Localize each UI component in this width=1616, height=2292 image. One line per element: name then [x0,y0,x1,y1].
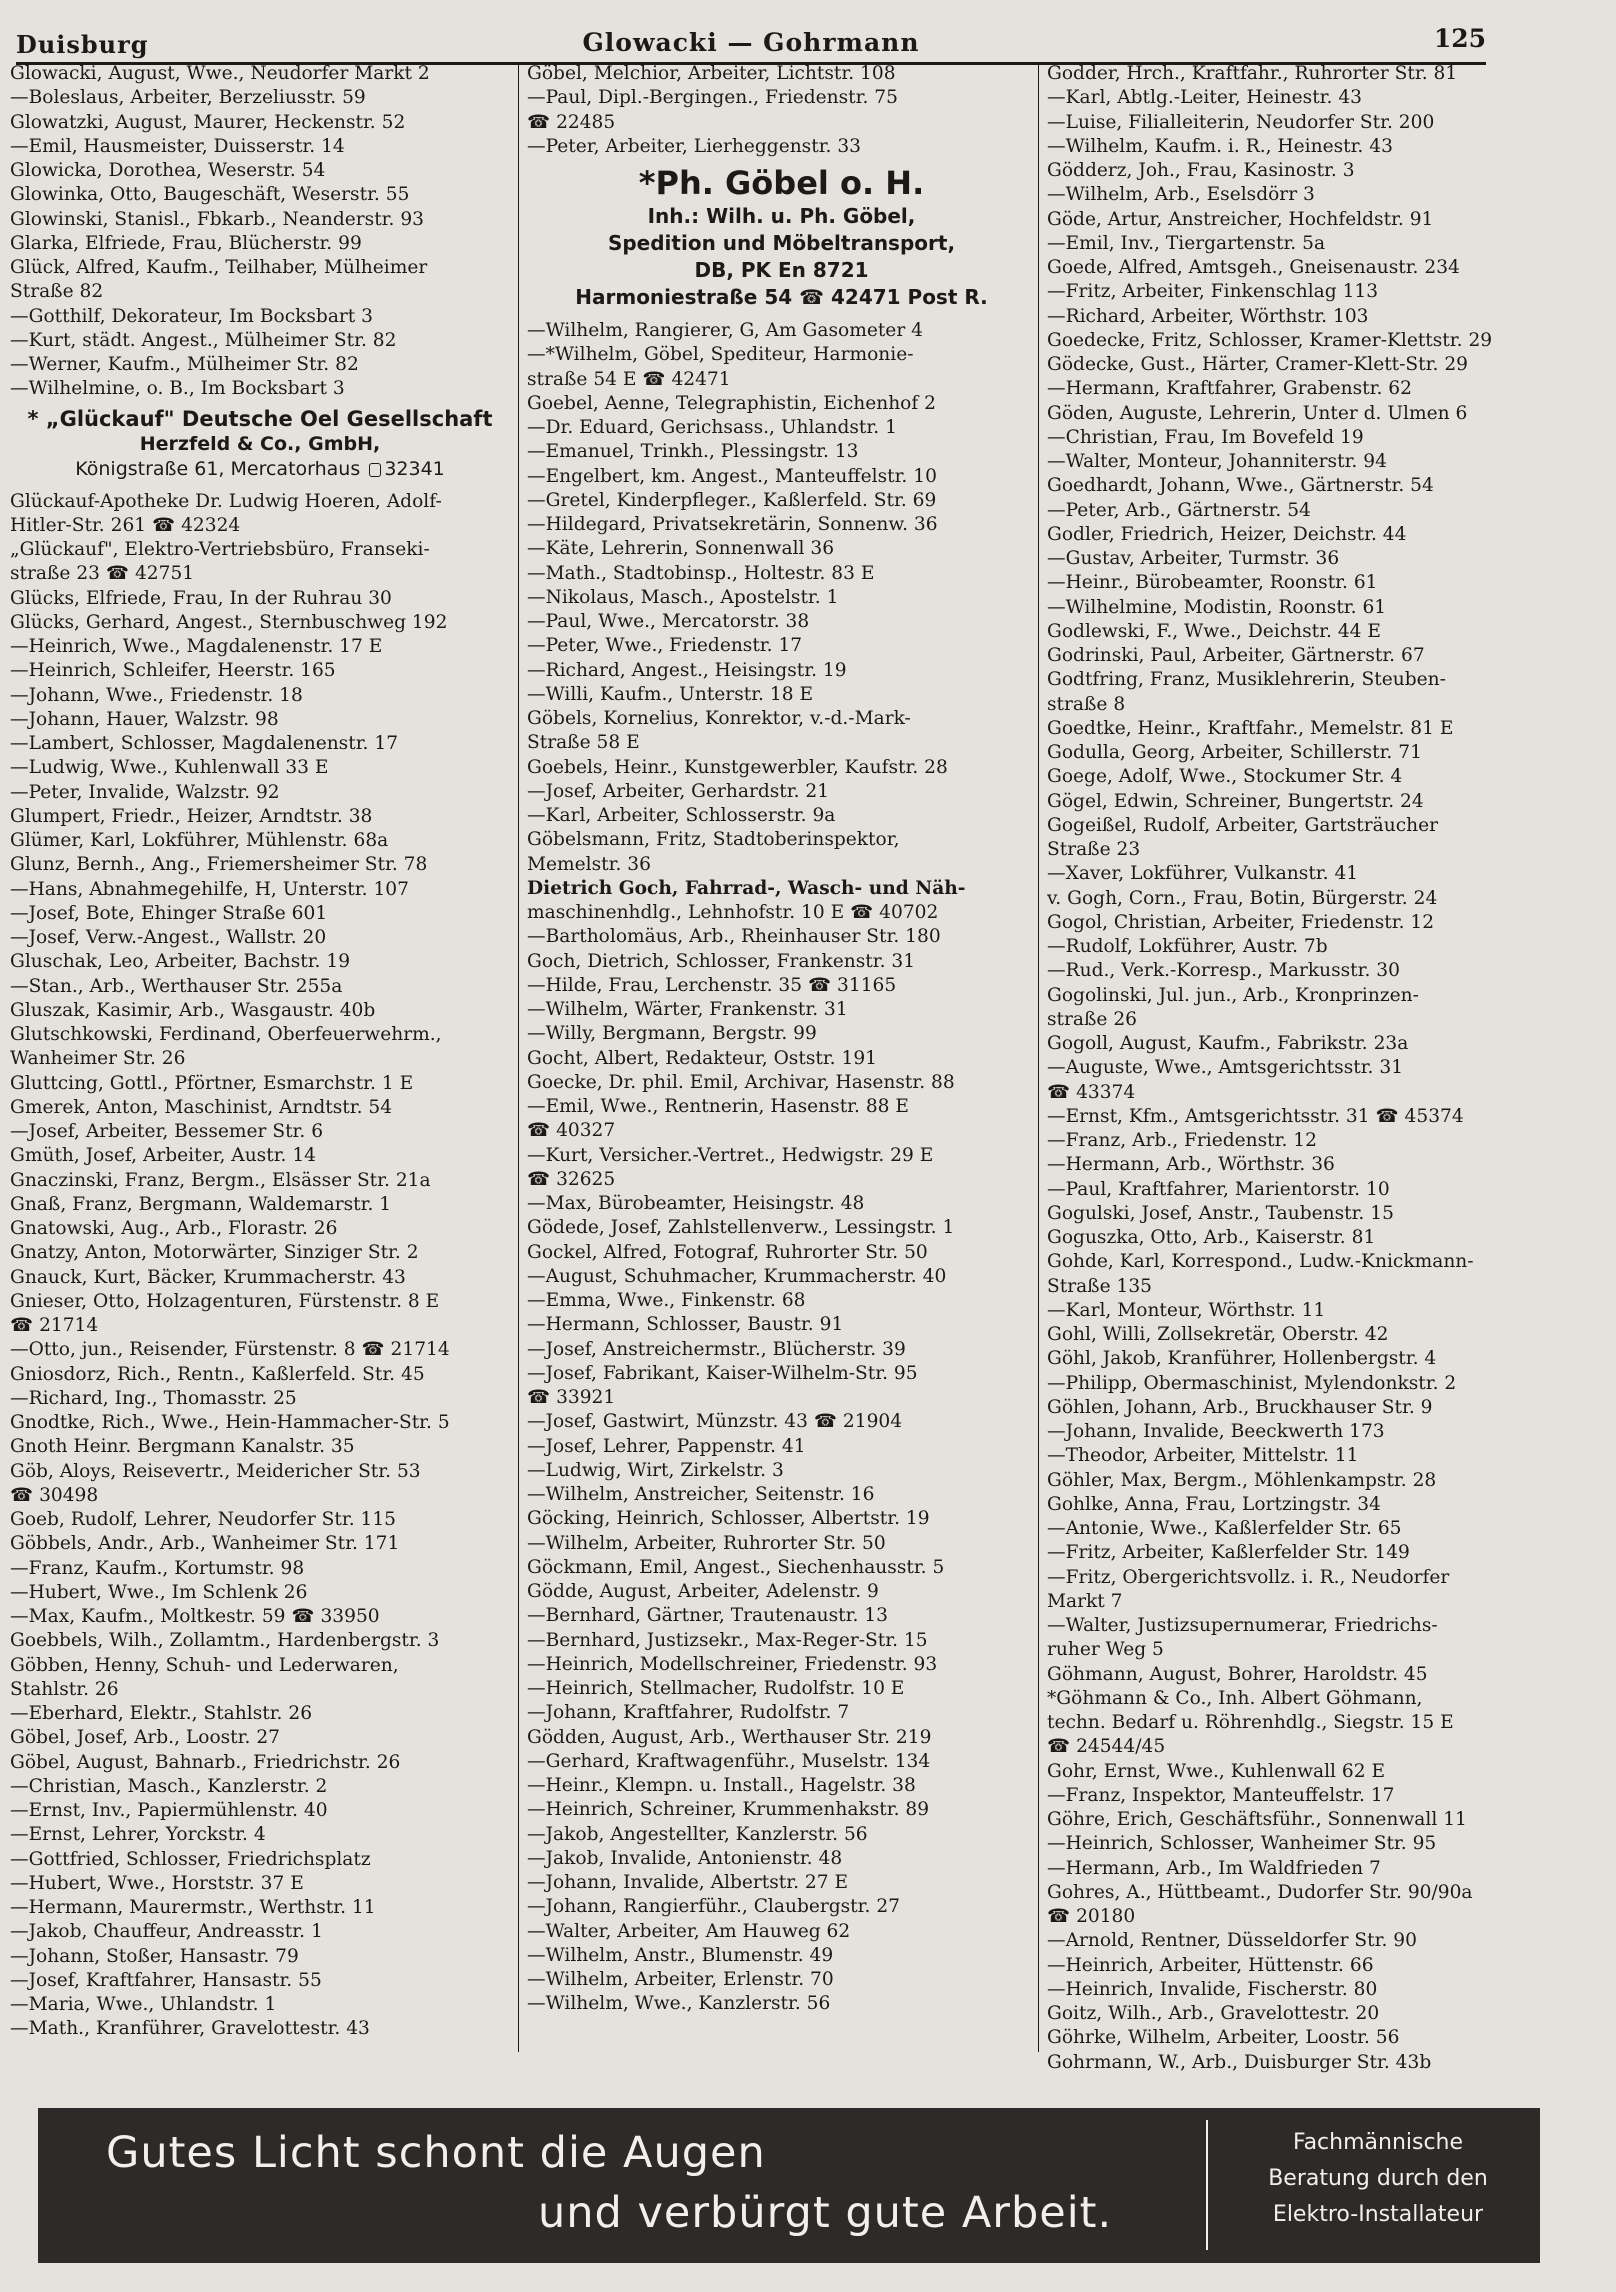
directory-entry: ☎ 24544/45 [1047,1736,1166,1758]
directory-entry: —Max, Kaufm., Moltkestr. 59 ☎ 33950 [10,1606,380,1627]
directory-entry: Gödecke, Gust., Härter, Cramer-Klett-Str. 29 [1047,354,1468,375]
directory-entry: Goege, Adolf, Wwe., Stockumer Str. 4 [1047,766,1403,788]
directory-entry: Glowatzki, August, Maurer, Heckenstr. 52 [10,111,406,133]
directory-entry: Gödede, Josef, Zahlstellenverw., Lessingstr. 1 [527,1217,955,1239]
directory-entry: Gnauck, Kurt, Bäcker, Krummacherstr. 43 [10,1266,406,1288]
directory-entry: Godtfring, Franz, Musiklehrerin, Steuben- [1047,669,1446,691]
directory-entry: Wanheimer Str. 26 [10,1048,186,1070]
directory-entry: —Eberhard, Elektr., Stahlstr. 26 [10,1703,313,1724]
directory-entry: —Josef, Arbeiter, Bessemer Str. 6 [10,1121,324,1142]
ad-goebel-account: DB, PK En 8721 [694,258,869,282]
directory-entry: techn. Bedarf u. Röhrenhdlg., Siegstr. 15 E [1047,1712,1454,1733]
directory-entry: Goedtke, Heinr., Kraftfahr., Memelstr. 81 E [1047,717,1454,739]
directory-entry: Glowinka, Otto, Baugeschäft, Weserstr. 55 [10,184,410,206]
directory-entry: —Josef, Lehrer, Pappenstr. 41 [527,1435,806,1457]
directory-entry: Goedecke, Fritz, Schlosser, Kramer-Klettstr. 29 [1047,329,1493,351]
banner-divider [1206,2120,1208,2250]
directory-entry: —Emil, Wwe., Rentnerin, Hasenstr. 88 E [527,1096,909,1117]
directory-entry: —Heinrich, Wwe., Magdalenenstr. 17 E [10,636,383,657]
banner-slogan-line2: und verbürgt gute Arbeit. [538,2188,1113,2238]
directory-entry: —August, Schuhmacher, Krummacherstr. 40 [527,1265,947,1287]
directory-entry: —Johann, Wwe., Friedenstr. 18 [10,684,303,706]
directory-entry: Gnaczinski, Franz, Bergm., Elsässer Str. 21a [10,1169,431,1191]
directory-entry: Gohres, A., Hüttbeamt., Dudorfer Str. 90/90a [1047,1881,1473,1903]
directory-entry: Goecke, Dr. phil. Emil, Archivar, Hasenstr. 88 [527,1071,955,1093]
directory-entry: Godder, Hrch., Kraftfahr., Ruhrorter Str. 81 [1047,63,1458,84]
directory-entry: straße 8 [1047,693,1126,715]
directory-entry: Gödderz, Joh., Frau, Kasinostr. 3 [1047,160,1355,181]
column-1-entries-top [10,62,510,402]
directory-entry: —Karl, Abtlg.-Leiter, Heinestr. 43 [1047,87,1362,109]
directory-entry: —Ernst, Kfm., Amtsgerichtsstr. 31 ☎ 45374 [1047,1105,1464,1127]
directory-entry: —Willy, Bergmann, Bergstr. 99 [527,1023,817,1045]
directory-entry: —Philipp, Obermaschinist, Mylendonkstr. 2 [1047,1372,1457,1394]
directory-entry: Göbben, Henny, Schuh- und Lederwaren, [10,1654,399,1676]
directory-entry: —Ludwig, Wwe., Kuhlenwall 33 E [10,757,329,779]
directory-entry: Memelstr. 36 [527,853,651,875]
directory-entry: Straße 58 E [527,732,640,754]
directory-entry: —Gerhard, Kraftwagenführ., Muselstr. 134 [527,1750,931,1772]
directory-entry: ☎ 21714 [10,1315,99,1336]
directory-entry: Glückauf-Apotheke Dr. Ludwig Hoeren, Adolf- [10,490,442,512]
directory-entry: —*Wilhelm, Göbel, Spediteur, Harmonie- [527,344,914,366]
directory-entry: —Auguste, Wwe., Amtsgerichtsstr. 31 [1047,1057,1404,1079]
directory-entry: —Antonie, Wwe., Kaßlerfelder Str. 65 [1047,1518,1402,1539]
directory-entry: Göbbels, Andr., Arb., Wanheimer Str. 171 [10,1533,400,1555]
directory-entry: Gnaß, Franz, Bergmann, Waldemarstr. 1 [10,1193,392,1215]
directory-entry: —Werner, Kaufm., Mülheimer Str. 82 [10,354,359,375]
directory-entry: ☎ 40327 [527,1120,616,1142]
directory-entry: —Richard, Arbeiter, Wörthstr. 103 [1047,305,1369,327]
directory-entry: —Math., Kranführer, Gravelottestr. 43 [10,2018,370,2040]
directory-entry: —Johann, Stoßer, Hansastr. 79 [10,1945,299,1967]
directory-entry: —Richard, Ing., Thomasstr. 25 [10,1387,297,1409]
directory-entry: Gniosdorz, Rich., Rentn., Kaßlerfeld. Str. 45 [10,1363,425,1385]
directory-entry: ☎ 30498 [10,1484,99,1506]
directory-entry: —Gottfried, Schlosser, Friedrichsplatz [10,1848,371,1870]
ad-glueckauf-line1: * „Glückauf" Deutsche Oel Gesellschaft [27,406,493,431]
directory-entry: —Josef, Bote, Ehinger Straße 601 [10,902,328,924]
directory-entry: Gogol, Christian, Arbeiter, Friedenstr. 12 [1047,911,1435,933]
directory-entry: Stahlstr. 26 [10,1678,119,1700]
directory-entry: —Josef, Anstreichermstr., Blücherstr. 39 [527,1338,906,1360]
directory-entry: —Hermann, Maurermstr., Werthstr. 11 [10,1897,376,1918]
directory-entry: Gödde, August, Arbeiter, Adelenstr. 9 [527,1581,879,1602]
directory-entry: —Jakob, Angestellter, Kanzlerstr. 56 [527,1823,868,1845]
directory-entry: —Rud., Verk.-Korresp., Markusstr. 30 [1047,960,1400,982]
directory-entry: Godler, Friedrich, Heizer, Deichstr. 44 [1047,523,1407,545]
column-3 [1038,62,1493,2073]
directory-entry: Straße 23 [1047,839,1141,860]
directory-entry: Gohde, Karl, Korrespond., Ludw.-Knickmann- [1047,1251,1474,1273]
directory-entry: Goebel, Aenne, Telegraphistin, Eichenhof 2 [527,392,936,414]
directory-entry: Göbels, Kornelius, Konrektor, v.-d.-Mark- [527,708,911,729]
directory-entry: Gödden, August, Arb., Werthauser Str. 219 [527,1726,932,1748]
directory-entry: —Bartholomäus, Arb., Rheinhauser Str. 180 [527,926,941,948]
directory-entry: —Maria, Wwe., Uhlandstr. 1 [10,1994,277,2015]
directory-entry: ☎ 43374 [1047,1081,1136,1103]
directory-entry: —Gotthilf, Dekorateur, Im Bocksbart 3 [10,305,374,327]
directory-entry: —Ludwig, Wirt, Zirkelstr. 3 [527,1459,784,1481]
directory-entry: Gohr, Ernst, Wwe., Kuhlenwall 62 E [1047,1760,1386,1782]
directory-entry: v. Gogh, Corn., Frau, Botin, Bürgerstr. 24 [1047,887,1438,909]
directory-entry: —Paul, Kraftfahrer, Marientorstr. 10 [1047,1178,1390,1200]
banner-right-line1: Fachmännische [1292,2130,1464,2155]
directory-entry: —Christian, Masch., Kanzlerstr. 2 [10,1775,328,1797]
directory-entry: „Glückauf", Elektro-Vertriebsbüro, Franseki- [10,539,430,560]
ad-goebel-name: *Ph. Göbel o. H. [638,164,925,202]
ad-glueckauf [10,402,510,490]
ad-goebel-owners: Inh.: Wilh. u. Ph. Göbel, [647,204,916,228]
directory-entry: —Johann, Invalide, Albertstr. 27 E [527,1872,849,1893]
directory-entry: Glowacki, August, Wwe., Neudorfer Markt 2 [10,63,430,84]
directory-entry: —Wilhelm, Rangierer, G, Am Gasometer 4 [527,320,923,341]
directory-entry: Glowinski, Stanisl., Fbkarb., Neanderstr. 93 [10,208,424,230]
directory-entry: —Emma, Wwe., Finkenstr. 68 [527,1290,806,1311]
directory-entry: Gnatowski, Aug., Arb., Florastr. 26 [10,1218,338,1239]
directory-entry: —Bernhard, Justizsekr., Max-Reger-Str. 15 [527,1629,928,1651]
directory-entry: Gluschak, Leo, Arbeiter, Bachstr. 19 [10,951,351,973]
directory-entry: Godlewski, F., Wwe., Deichstr. 44 E [1047,620,1381,642]
directory-entry: —Paul, Dipl.-Bergingen., Friedenstr. 75 [527,87,898,109]
banner-slogan-line1: Gutes Licht schont die Augen [106,2128,766,2178]
directory-entry: Goebbels, Wilh., Zollamtm., Hardenbergstr. 3 [10,1630,440,1652]
directory-entry: Gögel, Edwin, Schreiner, Bungertstr. 24 [1047,790,1424,812]
directory-entry: —Wilhelm, Arb., Eselsdörr 3 [1047,184,1315,206]
column-2-entries-top [527,62,1036,159]
directory-entry: —Hermann, Schlosser, Baustr. 91 [527,1314,844,1336]
directory-entry: —Gretel, Kinderpfleger., Kaßlerfeld. Str. 69 [527,489,937,511]
directory-entry: —Emanuel, Trinkh., Plessingstr. 13 [527,441,859,463]
directory-entry: Göhrke, Wilhelm, Arbeiter, Loostr. 56 [1047,2027,1400,2049]
directory-entry: Göcking, Heinrich, Schlosser, Albertstr. 19 [527,1508,930,1530]
directory-entry: —Math., Stadtobinsp., Holtestr. 83 E [527,562,875,584]
directory-entry: Göb, Aloys, Reisevertr., Meidericher Str. 53 [10,1460,421,1482]
directory-entry: Goitz, Wilh., Arb., Gravelottestr. 20 [1047,2003,1380,2024]
directory-entry: ruher Weg 5 [1047,1639,1164,1661]
column-2 [518,62,1036,2052]
directory-entry: Markt 7 [1047,1590,1123,1612]
directory-entry: —Walter, Arbeiter, Am Hauweg 62 [527,1920,851,1942]
directory-entry: —Luise, Filialleiterin, Neudorfer Str. 200 [1047,111,1435,133]
directory-entry: Gmüth, Josef, Arbeiter, Austr. 14 [10,1145,317,1167]
column-1 [10,62,510,2052]
directory-entry: straße 23 ☎ 42751 [10,563,195,585]
directory-entry: —Johann, Rangierführ., Claubergstr. 27 [527,1896,900,1918]
directory-entry: Göhre, Erich, Geschäftsführ., Sonnenwall 11 [1047,1809,1467,1830]
ad-glueckauf-line3: Königstraße 61, Mercatorhaus [75,457,361,480]
directory-entry: —Hilde, Frau, Lerchenstr. 35 ☎ 31165 [527,974,897,996]
directory-entry: Goebels, Heinr., Kunstgewerbler, Kaufstr. 28 [527,756,948,778]
directory-entry: Göhlen, Johann, Arb., Bruckhauser Str. 9 [1047,1396,1433,1418]
directory-entry: —Lambert, Schlosser, Magdalenenstr. 17 [10,733,399,754]
header-name-range: Glowacki — Gohrmann [582,28,920,57]
directory-entry: —Heinrich, Schleifer, Heerstr. 165 [10,660,336,682]
directory-entry: Gohlke, Anna, Frau, Lortzingstr. 34 [1047,1493,1381,1515]
ad-glueckauf-phone: 32341 [384,457,445,480]
page-header [16,22,1486,65]
directory-entry: —Heinr., Bürobeamter, Roonstr. 61 [1047,572,1378,594]
directory-entry: —Max, Bürobeamter, Heisingstr. 48 [527,1193,865,1214]
directory-entry: —Jakob, Chauffeur, Andreasstr. 1 [10,1921,323,1943]
directory-entry: Gnoth Heinr. Bergmann Kanalstr. 35 [10,1436,355,1458]
directory-entry: —Jakob, Invalide, Antonienstr. 48 [527,1847,843,1869]
directory-entry: Glücks, Gerhard, Angest., Sternbuschweg 192 [10,611,448,633]
directory-entry: Godrinski, Paul, Arbeiter, Gärtnerstr. 67 [1047,645,1425,666]
directory-entry: Gocht, Albert, Redakteur, Oststr. 191 [527,1047,877,1069]
directory-entry: Göden, Auguste, Lehrerin, Unter d. Ulmen 6 [1047,402,1468,424]
header-city: Duisburg [16,30,149,59]
directory-entry: Goedhardt, Johann, Wwe., Gärtnerstr. 54 [1047,475,1434,497]
directory-entry: —Boleslaus, Arbeiter, Berzeliusstr. 59 [10,87,366,109]
directory-entry: Glück, Alfred, Kaufm., Teilhaber, Mülheimer [10,257,428,278]
directory-entry: —Karl, Monteur, Wörthstr. 11 [1047,1299,1326,1321]
directory-entry: Glümer, Karl, Lokführer, Mühlenstr. 68a [10,830,389,851]
directory-columns [10,62,1493,2073]
directory-entry: ☎ 22485 [527,111,616,133]
directory-entry: Glutschkowski, Ferdinand, Oberfeuerwehrm., [10,1024,442,1045]
directory-entry: —Ernst, Inv., Papiermühlenstr. 40 [10,1800,328,1821]
ad-goebel-services: Spedition und Möbeltransport, [607,231,956,255]
directory-entry: —Wilhelm, Wwe., Kanzlerstr. 56 [527,1993,831,2015]
page-number: 125 [1433,24,1486,53]
directory-entry: ☎ 32625 [527,1168,616,1190]
directory-entry: —Karl, Arbeiter, Schlosserstr. 9a [527,805,836,826]
directory-entry: —Hubert, Wwe., Horststr. 37 E [10,1872,304,1894]
directory-entry: —Peter, Wwe., Friedenstr. 17 [527,635,803,657]
directory-entry: —Engelbert, km. Angest., Manteuffelstr. 10 [527,465,937,487]
directory-entry: Göckmann, Emil, Angest., Siechenhausstr. 5 [527,1556,945,1578]
directory-entry: —Heinrich, Arbeiter, Hüttenstr. 66 [1047,1954,1374,1976]
column-2-entries-bottom [527,925,1036,2016]
directory-entry: —Franz, Arb., Friedenstr. 12 [1047,1130,1317,1151]
directory-entry: —Peter, Arbeiter, Lierheggenstr. 33 [527,135,862,157]
banner-right-line3: Elektro-Installateur [1272,2202,1484,2227]
directory-entry: —Hermann, Kraftfahrer, Grabenstr. 62 [1047,378,1412,400]
directory-entry: —Bernhard, Gärtner, Trautenaustr. 13 [527,1605,888,1627]
directory-entry: Glücks, Elfriede, Frau, In der Ruhrau 30 [10,587,392,609]
goch-entry-name: Dietrich Goch, Fahrrad-, Wasch- und Näh- [527,877,966,899]
directory-entry: Gohl, Willi, Zollsekretär, Oberstr. 42 [1047,1324,1389,1345]
directory-entry: Göbel, Josef, Arb., Loostr. 27 [10,1727,280,1749]
directory-entry: —Ernst, Lehrer, Yorckstr. 4 [10,1824,266,1846]
directory-entry: —Hubert, Wwe., Im Schlenk 26 [10,1581,308,1603]
directory-entry: —Wilhelmine, Modistin, Roonstr. 61 [1047,596,1387,618]
directory-entry: Gogoll, August, Kaufm., Fabrikstr. 23a [1047,1033,1409,1054]
directory-entry: —Franz, Inspektor, Manteuffelstr. 17 [1047,1784,1395,1806]
directory-entry: —Wilhelm, Anstr., Blumenstr. 49 [527,1944,834,1966]
directory-entry: —Josef, Gastwirt, Münzstr. 43 ☎ 21904 [527,1411,903,1433]
directory-entry: Goch, Dietrich, Schlosser, Frankenstr. 31 [527,950,916,972]
directory-entry: Gluttcing, Gottl., Pförtner, Esmarchstr. 1 E [10,1072,414,1094]
directory-entry: —Hermann, Arb., Im Waldfrieden 7 [1047,1857,1381,1879]
directory-entry: —Christian, Frau, Im Bovefeld 19 [1047,426,1364,448]
directory-entry: Gnatzy, Anton, Motorwärter, Sinziger Str. 2 [10,1242,419,1264]
directory-entry: Gogeißel, Rudolf, Arbeiter, Gartsträucher [1047,814,1439,836]
directory-entry: —Josef, Arbeiter, Gerhardstr. 21 [527,780,830,802]
directory-entry: straße 54 E ☎ 42471 [527,368,731,390]
directory-entry: Gohrmann, W., Arb., Duisburger Str. 43b [1047,2051,1432,2073]
column-2-entries-middle [527,319,1036,877]
directory-entry: Göde, Artur, Anstreicher, Hochfeldstr. 91 [1047,208,1434,230]
directory-entry: —Franz, Kaufm., Kortumstr. 98 [10,1557,305,1579]
directory-entry: Göbel, August, Bahnarb., Friedrichstr. 26 [10,1751,401,1773]
directory-entry: —Fritz, Arbeiter, Kaßlerfelder Str. 149 [1047,1542,1410,1564]
directory-entry: —Arnold, Rentner, Düsseldorfer Str. 90 [1047,1930,1417,1952]
directory-entry: —Heinrich, Schlosser, Wanheimer Str. 95 [1047,1833,1437,1855]
directory-entry: —Willi, Kaufm., Unterstr. 18 E [527,683,814,705]
directory-entry: —Wilhelm, Arbeiter, Ruhrorter Str. 50 [527,1532,886,1554]
directory-entry: —Peter, Invalide, Walzstr. 92 [10,781,280,803]
ad-goebel [527,159,1036,319]
column-1-entries [10,490,510,2042]
directory-entry: Straße 82 [10,281,104,303]
directory-entry: —Josef, Fabrikant, Kaiser-Wilhelm-Str. 95 [527,1362,918,1384]
directory-entry: Straße 135 [1047,1275,1153,1297]
directory-entry: Goguszka, Otto, Arb., Kaiserstr. 81 [1047,1227,1376,1248]
directory-entry: Gogolinski, Jul. jun., Arb., Kronprinzen- [1047,984,1419,1006]
directory-entry: —Heinrich, Modellschreiner, Friedenstr. 93 [527,1653,938,1675]
directory-entry: Göbelsmann, Fritz, Stadtoberinspektor, [527,829,900,851]
directory-entry: —Xaver, Lokführer, Vulkanstr. 41 [1047,863,1359,885]
directory-entry: —Fritz, Obergerichtsvollz. i. R., Neudorfer [1047,1566,1450,1588]
directory-entry: Glowicka, Dorothea, Weserstr. 54 [10,160,326,181]
footer-banner-ad [38,2108,1540,2263]
directory-entry: —Wilhelm, Kaufm. i. R., Heinestr. 43 [1047,135,1393,157]
directory-entry: —Peter, Arb., Gärtnerstr. 54 [1047,499,1311,521]
directory-entry: —Richard, Angest., Heisingstr. 19 [527,659,847,681]
banner-right-line2: Beratung durch den [1268,2166,1488,2191]
directory-entry: —Hans, Abnahmegehilfe, H, Unterstr. 107 [10,878,409,900]
directory-entry: —Johann, Invalide, Beeckwerth 173 [1047,1421,1385,1442]
phone-icon [369,463,381,477]
directory-entry: Gluszak, Kasimir, Arb., Wasgaustr. 40b [10,999,376,1021]
directory-entry: ☎ 20180 [1047,1906,1136,1927]
directory-entry: —Josef, Verw.-Angest., Wallstr. 20 [10,927,327,948]
directory-entry: Hitler-Str. 261 ☎ 42324 [10,514,241,536]
directory-entry: Gnieser, Otto, Holzagenturen, Fürstenstr. 8 E [10,1290,440,1312]
directory-entry: —Wilhelm, Anstreicher, Seitenstr. 16 [527,1484,875,1505]
directory-entry: Glunz, Bernh., Ang., Friemersheimer Str. 78 [10,854,428,876]
directory-entry: Göhmann, August, Bohrer, Haroldstr. 45 [1047,1663,1428,1685]
directory-entry: —Walter, Monteur, Johanniterstr. 94 [1047,451,1387,472]
directory-entry: Goede, Alfred, Amtsgeh., Gneisenaustr. 234 [1047,257,1460,278]
directory-entry: Göbel, Melchior, Arbeiter, Lichtstr. 108 [527,63,896,84]
directory-entry: —Johann, Hauer, Walzstr. 98 [10,708,279,730]
directory-entry: —Walter, Justizsupernumerar, Friedrichs- [1047,1615,1438,1636]
directory-entry: —Theodor, Arbeiter, Mittelstr. 11 [1047,1445,1359,1467]
directory-entry: —Emil, Inv., Tiergartenstr. 5a [1047,232,1326,254]
directory-entry: —Heinrich, Invalide, Fischerstr. 80 [1047,1978,1378,2000]
directory-entry: Goeb, Rudolf, Lehrer, Neudorfer Str. 115 [10,1509,397,1530]
directory-entry: —Kurt, Versicher.-Vertret., Hedwigstr. 29 E [527,1144,934,1166]
directory-entry: —Emil, Hausmeister, Duisserstr. 14 [10,135,345,157]
goch-entry-rest: maschinenhdlg., Lehnhofstr. 10 E ☎ 40702 [527,902,939,923]
directory-entry: —Josef, Kraftfahrer, Hansastr. 55 [10,1969,322,1991]
directory-entry: —Johann, Kraftfahrer, Rudolfstr. 7 [527,1702,850,1724]
directory-entry: —Otto, jun., Reisender, Fürstenstr. 8 ☎ 21714 [10,1339,450,1361]
directory-entry: Göhler, Max, Bergm., Möhlenkampstr. 28 [1047,1469,1437,1491]
directory-entry: —Nikolaus, Masch., Apostelstr. 1 [527,586,839,608]
directory-entry: —Wilhelm, Arbeiter, Erlenstr. 70 [527,1969,834,1990]
directory-entry: —Fritz, Arbeiter, Finkenschlag 113 [1047,281,1379,303]
directory-entry: —Hildegard, Privatsekretärin, Sonnenw. 36 [527,514,938,535]
ad-glueckauf-address [10,457,510,482]
directory-entry: Glarka, Elfriede, Frau, Blücherstr. 99 [10,232,362,254]
directory-entry: ☎ 33921 [527,1387,616,1408]
directory-entry: —Heinr., Klempn. u. Install., Hagelstr. 38 [527,1775,916,1796]
directory-entry: —Dr. Eduard, Gerichsass., Uhlandstr. 1 [527,417,897,438]
directory-entry: —Kurt, städt. Angest., Mülheimer Str. 82 [10,329,397,351]
directory-entry: —Paul, Wwe., Mercatorstr. 38 [527,611,810,632]
directory-entry: —Stan., Arb., Werthauser Str. 255a [10,975,343,997]
ad-goebel-address: Harmoniestraße 54 ☎ 42471 Post R. [575,285,988,309]
directory-entry: *Göhmann & Co., Inh. Albert Göhmann, [1047,1687,1423,1709]
column-3-entries [1047,62,1493,2075]
ad-glueckauf-line2: Herzfeld & Co., GmbH, [139,432,381,455]
directory-entry: —Gustav, Arbeiter, Turmstr. 36 [1047,548,1340,569]
directory-entry: —Heinrich, Schreiner, Krummenhakstr. 89 [527,1799,930,1821]
directory-entry: straße 26 [1047,1008,1137,1030]
directory-entry: —Wilhelm, Wärter, Frankenstr. 31 [527,999,848,1020]
directory-entry: Glumpert, Friedr., Heizer, Arndtstr. 38 [10,805,373,827]
directory-entry: Gnodtke, Rich., Wwe., Hein-Hammacher-Str. 5 [10,1412,450,1433]
directory-entry: —Wilhelmine, o. B., Im Bocksbart 3 [10,378,345,400]
directory-entry: Gogulski, Josef, Anstr., Taubenstr. 15 [1047,1202,1394,1224]
directory-entry: —Hermann, Arb., Wörthstr. 36 [1047,1154,1335,1176]
directory-entry: Gockel, Alfred, Fotograf, Ruhrorter Str. 50 [527,1241,928,1263]
directory-entry: Göhl, Jakob, Kranführer, Hollenbergstr. 4 [1047,1348,1437,1370]
directory-entry: Gmerek, Anton, Maschinist, Arndtstr. 54 [10,1096,393,1118]
directory-entry: —Käte, Lehrerin, Sonnenwall 36 [527,538,835,560]
directory-entry: Godulla, Georg, Arbeiter, Schillerstr. 71 [1047,742,1422,763]
directory-entry: —Rudolf, Lokführer, Austr. 7b [1047,936,1328,957]
directory-entry: —Heinrich, Stellmacher, Rudolfstr. 10 E [527,1678,905,1699]
